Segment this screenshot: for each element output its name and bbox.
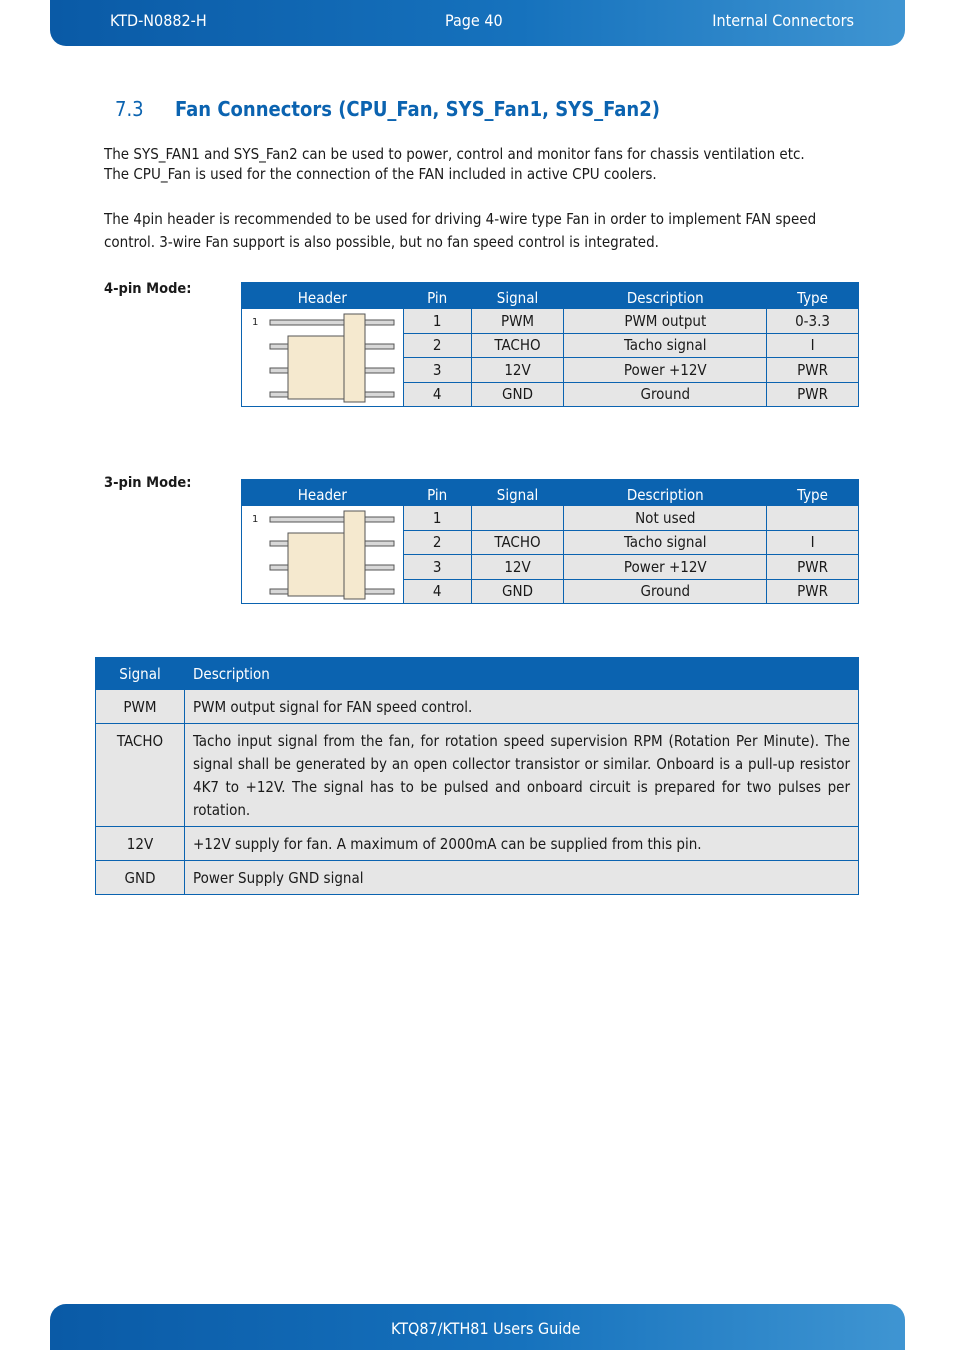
type-cell: PWR: [767, 382, 859, 407]
table-header-row: [96, 658, 859, 690]
signal-cell: 12V: [471, 555, 564, 580]
three-pin-table: [241, 479, 859, 604]
col-header: Header: [242, 480, 404, 506]
col-description: Description: [564, 283, 767, 309]
section-name: Internal Connectors: [712, 11, 854, 30]
col-signal: Signal: [96, 658, 185, 690]
table-row: [96, 724, 859, 827]
page-footer-banner: [50, 1304, 905, 1350]
header-diagram-cell: [242, 309, 404, 407]
page-header-banner: [50, 0, 905, 46]
type-cell: I: [767, 530, 859, 555]
col-signal: Signal: [471, 480, 564, 506]
pin-cell: 2: [403, 333, 471, 358]
table-row: [242, 309, 859, 334]
col-signal: Signal: [471, 283, 564, 309]
footer-title: KTQ87/KTH81 Users Guide: [391, 1319, 581, 1338]
pin1-mark: 1: [252, 514, 259, 525]
header-diagram-cell: [242, 506, 404, 604]
section-heading: [115, 97, 660, 121]
four-pin-label: 4-pin Mode:: [104, 281, 192, 297]
signal-cell: GND: [96, 861, 185, 895]
col-type: Type: [767, 480, 859, 506]
intro-line-1: The SYS_FAN1 and SYS_Fan2 can be used to power, control and monitor fans for chassis ventilation etc.: [104, 145, 805, 163]
pin-cell: 3: [403, 358, 471, 383]
type-cell: 0-3.3: [767, 309, 859, 334]
intro-paragraph: [104, 144, 844, 184]
table-row: [96, 827, 859, 861]
signal-cell: TACHO: [471, 333, 564, 358]
pin-cell: 1: [403, 506, 471, 531]
description-cell: Power Supply GND signal: [185, 861, 859, 895]
description-cell: Tacho signal: [564, 530, 767, 555]
signal-cell: TACHO: [96, 724, 185, 827]
table-row: [96, 690, 859, 724]
support-paragraph: The 4pin header is recommended to be used for driving 4-wire type Fan in order to implement FAN speed control. 3-wire Fan support is also possible, but no fan speed control is integrated.: [104, 210, 817, 251]
description-cell: PWM output: [564, 309, 767, 334]
signal-cell: GND: [471, 579, 564, 604]
type-cell: PWR: [767, 555, 859, 580]
signal-description-table: [95, 657, 859, 895]
four-pin-table: [241, 282, 859, 407]
col-type: Type: [767, 283, 859, 309]
description-cell: Not used: [564, 506, 767, 531]
signal-cell: PWM: [96, 690, 185, 724]
fan-header-3pin-diagram: [242, 506, 402, 602]
fan-header-4pin-diagram: [242, 309, 402, 405]
pin1-mark: 1: [252, 317, 259, 328]
document-id: KTD-N0882-H: [110, 11, 207, 30]
description-cell: Tacho input signal from the fan, for rotation speed supervision RPM (Rotation Per Minute). The signal shall be generated by an open collector transistor or similar. Onboard is a pull-up resistor 4K7 to +12V. The signal has to be pulsed and onboard circuit is prepared for two pulses per rotation.: [185, 724, 859, 827]
pin-cell: 1: [403, 309, 471, 334]
description-cell: PWM output signal for FAN speed control.: [185, 690, 859, 724]
description-cell: Power +12V: [564, 555, 767, 580]
description-cell: Ground: [564, 579, 767, 604]
col-description: Description: [185, 658, 859, 690]
col-header: Header: [242, 283, 404, 309]
description-cell: Tacho signal: [564, 333, 767, 358]
signal-cell: GND: [471, 382, 564, 407]
pin-cell: 3: [403, 555, 471, 580]
pin-cell: 4: [403, 382, 471, 407]
three-pin-label: 3-pin Mode:: [104, 475, 192, 491]
description-cell: Power +12V: [564, 358, 767, 383]
intro-line-2: The CPU_Fan is used for the connection of the FAN included in active CPU coolers.: [104, 165, 657, 183]
section-title: Fan Connectors (CPU_Fan, SYS_Fan1, SYS_Fan2): [175, 97, 660, 121]
col-pin: Pin: [403, 480, 471, 506]
description-cell: +12V supply for fan. A maximum of 2000mA can be supplied from this pin.: [185, 827, 859, 861]
page-number: Page 40: [445, 11, 503, 30]
signal-cell: [471, 506, 564, 531]
type-cell: PWR: [767, 358, 859, 383]
table-header-row: [242, 480, 859, 506]
type-cell: [767, 506, 859, 531]
col-pin: Pin: [403, 283, 471, 309]
signal-cell: 12V: [96, 827, 185, 861]
pin-cell: 4: [403, 579, 471, 604]
type-cell: I: [767, 333, 859, 358]
signal-cell: PWM: [471, 309, 564, 334]
table-row: [96, 861, 859, 895]
signal-cell: TACHO: [471, 530, 564, 555]
description-cell: Ground: [564, 382, 767, 407]
pin-cell: 2: [403, 530, 471, 555]
signal-cell: 12V: [471, 358, 564, 383]
table-header-row: [242, 283, 859, 309]
table-row: [242, 506, 859, 531]
type-cell: PWR: [767, 579, 859, 604]
col-description: Description: [564, 480, 767, 506]
section-number: 7.3: [115, 97, 144, 121]
